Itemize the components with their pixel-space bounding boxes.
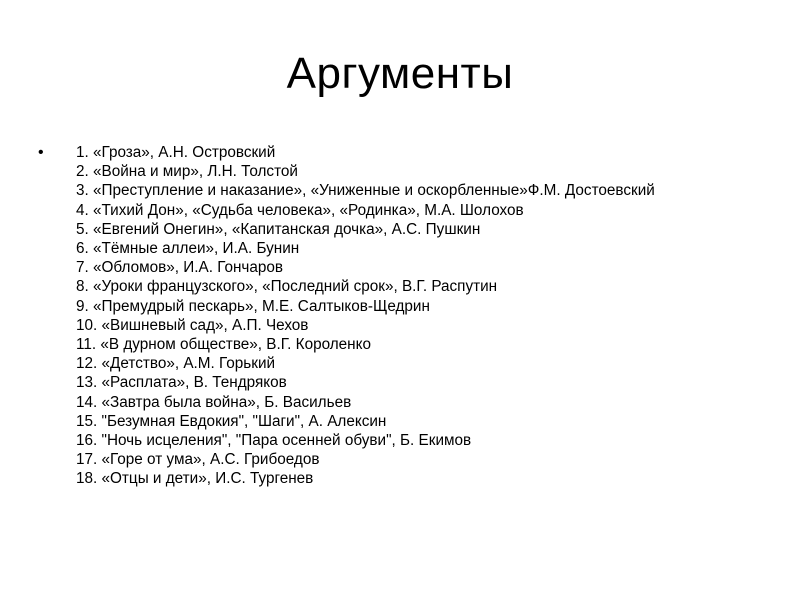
list-item: 16. "Ночь исцеления", "Пара осенней обуви", Б. Екимов [76, 432, 472, 450]
argument-list [76, 143, 716, 489]
list-item: 12. «Детство», А.М. Горький [76, 355, 276, 373]
list-item: 8. «Уроки французского», «Последний срок», В.Г. Распутин [76, 278, 498, 296]
list-item: 1. «Гроза», А.Н. Островский [76, 144, 276, 161]
list-item: 5. «Евгений Онегин», «Капитанская дочка», А.С. Пушкин [76, 220, 481, 238]
list-item: 13. «Расплата», В. Тендряков [76, 374, 287, 392]
list-item: 9. «Премудрый пескарь», М.Е. Салтыков-Щедрин [76, 297, 430, 315]
bullet-icon: • [38, 144, 44, 161]
list-item: 2. «Война и мир», Л.Н. Толстой [76, 163, 298, 181]
list-item: 18. «Отцы и дети», И.С. Тургенев [76, 470, 314, 488]
list-item: 14. «Завтра была война», Б. Васильев [76, 393, 352, 411]
list-item: 4. «Тихий Дон», «Судьба человека», «Родинка», М.А. Шолохов [76, 201, 524, 219]
slide-title: Аргументы [286, 49, 514, 98]
list-item: 3. «Преступление и наказание», «Униженные и оскорбленные»Ф.М. Достоевский [76, 182, 655, 200]
list-item: 11. «В дурном обществе», В.Г. Короленко [76, 336, 372, 354]
list-item: 17. «Горе от ума», А.С. Грибоедов [76, 451, 320, 469]
list-item: 6. «Тёмные аллеи», И.А. Бунин [76, 240, 300, 258]
list-item: 15. "Безумная Евдокия", "Шаги", А. Алексин [76, 412, 387, 430]
list-item: 10. «Вишневый сад», А.П. Чехов [76, 316, 309, 334]
list-item: 7. «Обломов», И.А. Гончаров [76, 259, 284, 277]
